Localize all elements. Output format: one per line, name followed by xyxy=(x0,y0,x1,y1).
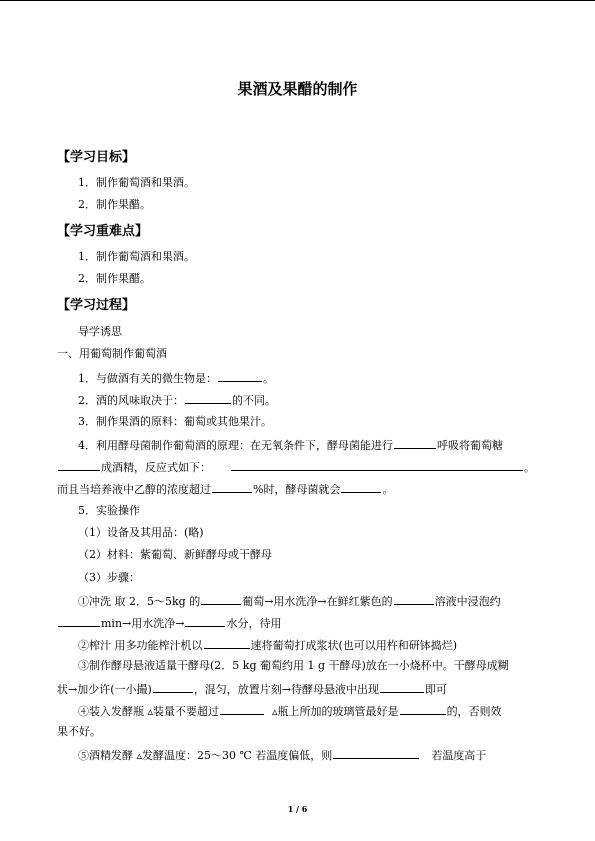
st1-text-e: 水分，待用 xyxy=(226,617,282,630)
st4-text-c: 的，否则效 xyxy=(446,705,502,718)
q4-equation-blank xyxy=(231,459,523,471)
part1-heading: 一、用葡萄制作葡萄酒 xyxy=(57,347,167,360)
page-title: 果酒及果醋的制作 xyxy=(237,80,358,98)
step-equipment: （1）设备及其用品：(略) xyxy=(78,526,204,539)
st4-blank-2 xyxy=(400,703,446,715)
st3-text-d: 即可 xyxy=(425,683,448,696)
goal-2: 2．制作果醋。 xyxy=(78,198,151,211)
st1-blank-3 xyxy=(58,615,100,627)
process-heading: 【学习过程】 xyxy=(57,298,136,313)
q4-blank-1 xyxy=(394,437,436,449)
st2-text-a: ②榨汁 用多功能榨汁机以 xyxy=(78,639,203,652)
st1-text-a: ①冲洗 取 2．5～5kg 的 xyxy=(78,595,201,608)
st2-blank xyxy=(204,637,250,649)
top-border xyxy=(0,0,595,1)
step3-line1: ③制作酵母悬液适量干酵母(2．5 kg 葡萄约用 1 g 干酵母)放在一小烧杯中。干酵母成糊 xyxy=(78,659,509,672)
q4-blank-2 xyxy=(58,459,100,471)
st4-text-a: ④装入发酵瓶 ▵装量不要超过 xyxy=(78,705,220,718)
step2-line xyxy=(78,637,457,652)
st2-text-b: 速将葡萄打成浆状(也可以用杵和研钵捣烂) xyxy=(250,639,458,652)
goal-heading: 【学习目标】 xyxy=(57,150,136,165)
st3-blank-2 xyxy=(380,681,424,693)
st5-text-a: ⑤酒精发酵 ▵发酵温度：25～30 ℃ 若温度偏低，则 xyxy=(78,749,333,762)
st1-blank-2 xyxy=(394,593,434,605)
q4-text-a: 4．利用酵母菌制作葡萄酒的原理：在无氧条件下，酵母菌能进行 xyxy=(78,439,393,452)
st1-blank-1 xyxy=(201,593,241,605)
st5-blank xyxy=(333,747,419,759)
key-2: 2．制作果醋。 xyxy=(78,272,151,285)
q4-text-e: 而且当培养液中乙醇的浓度超过 xyxy=(57,483,211,496)
st3-text-b: 状→加少许(一小撮) xyxy=(57,683,152,696)
step5-line xyxy=(78,747,486,762)
question-1 xyxy=(78,370,274,385)
q4-blank-3 xyxy=(212,481,252,493)
q2-text: 2．酒的风味取决于： xyxy=(78,394,184,407)
step-procedure: （3）步骤： xyxy=(78,571,140,584)
q1-blank xyxy=(218,370,262,382)
q2-blank xyxy=(185,392,231,404)
q4-text-d: 。 xyxy=(524,461,535,474)
q2-end: 的不同。 xyxy=(232,394,276,407)
q1-text: 1．与做酒有关的微生物是： xyxy=(78,372,217,385)
st3-text-c: ，混匀，放置片刻→待酵母悬液中出现 xyxy=(193,683,380,696)
q4-text-c: 成酒精，反应式如下： xyxy=(101,461,211,474)
question-4-line3 xyxy=(57,481,393,496)
q4-text-f: %时，酵母菌就会 xyxy=(253,483,341,496)
st1-blank-4 xyxy=(185,615,225,627)
key-heading: 【学习重难点】 xyxy=(57,224,149,239)
step1-line2 xyxy=(57,615,281,630)
step-materials: （2）材料：紫葡萄、新鲜酵母或干酵母 xyxy=(78,548,272,561)
st1-text-b: 葡萄→用水洗净→在鲜红紫色的 xyxy=(242,595,393,608)
q1-end: 。 xyxy=(263,372,274,385)
q4-text-g: 。 xyxy=(382,483,394,496)
question-4-line2 xyxy=(57,459,535,474)
q4-text-b: 呼吸将葡萄糖 xyxy=(437,439,503,452)
st1-text-c: 溶液中浸泡约 xyxy=(434,595,501,608)
question-4-line1 xyxy=(78,437,503,452)
step4-line1 xyxy=(78,703,502,718)
st3-blank-1 xyxy=(153,681,193,693)
st5-text-b: 若温度高于 xyxy=(431,749,487,762)
key-1: 1．制作葡萄酒和果酒。 xyxy=(78,250,195,263)
guide-label: 导学诱思 xyxy=(78,325,122,338)
st4-blank-1 xyxy=(220,703,264,715)
q4-blank-4 xyxy=(341,481,381,493)
step1-line1 xyxy=(78,593,501,608)
page-number: 1 / 6 xyxy=(287,804,308,814)
step3-line2 xyxy=(57,681,447,696)
question-5: 5．实验操作 xyxy=(78,504,140,517)
st1-text-d: min→用水洗净→ xyxy=(101,617,185,630)
st4-text-b: ▵瓶上所加的玻璃管最好是 xyxy=(272,705,399,718)
goal-1: 1．制作葡萄酒和果酒。 xyxy=(78,176,195,189)
question-3: 3．制作果酒的原料：葡萄或其他果汁。 xyxy=(78,415,272,428)
step4-line2: 果不好。 xyxy=(57,725,101,738)
question-2 xyxy=(78,392,276,407)
